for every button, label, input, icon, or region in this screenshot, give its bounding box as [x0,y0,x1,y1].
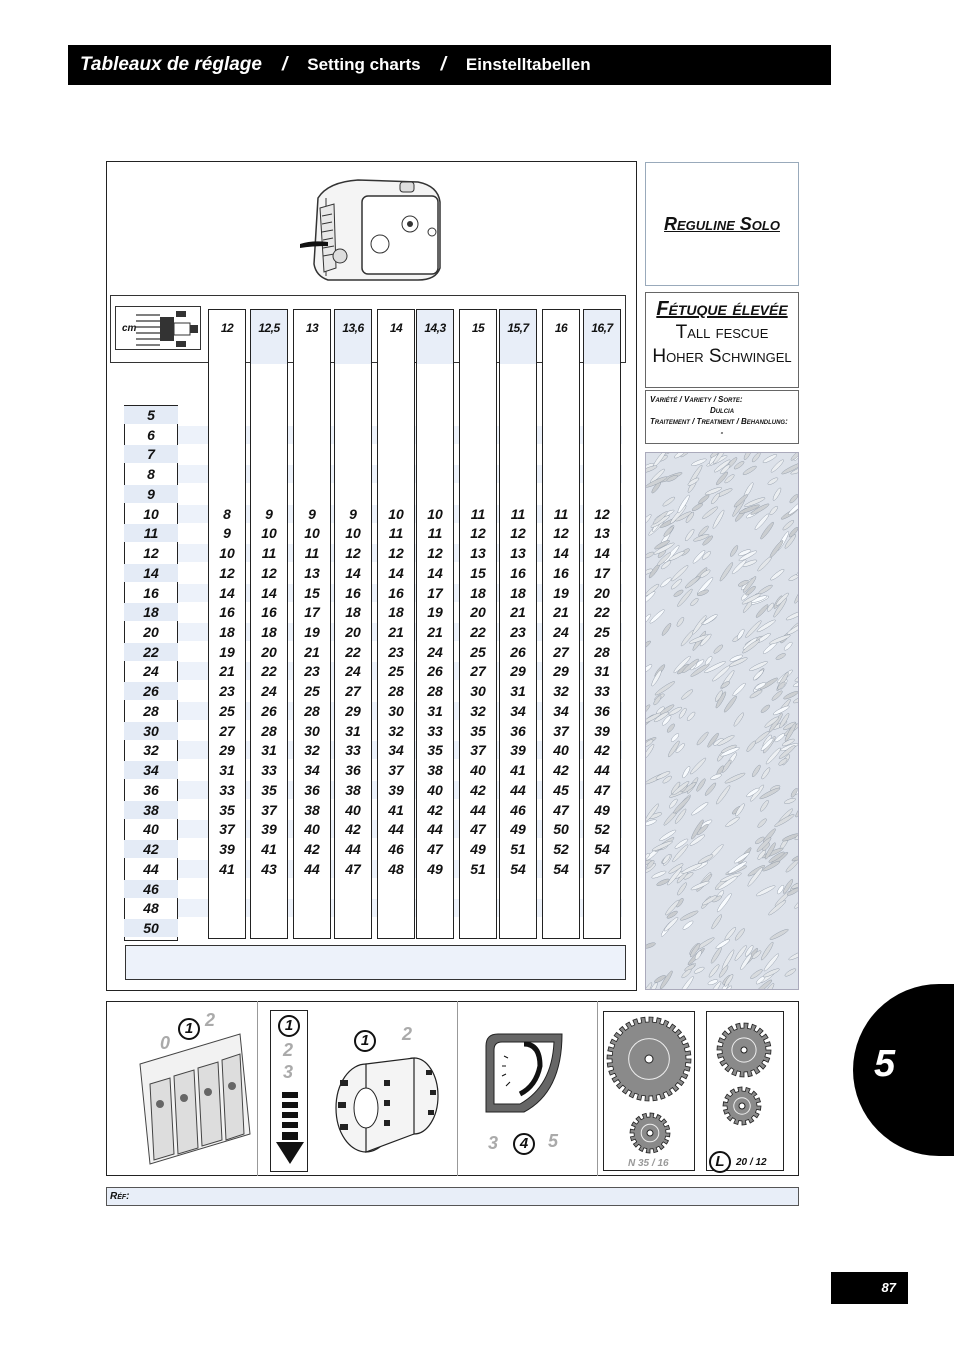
table-cell: 26 [261,702,277,719]
data-column [293,309,331,939]
table-cell: 11 [388,525,404,542]
table-cell: 14 [594,545,610,562]
table-cell: 21 [553,604,569,621]
table-cell: 44 [510,781,526,798]
table-cell: 20 [470,604,486,621]
table-cell: 25 [304,683,320,700]
table-cell: 12 [553,525,569,542]
column-header: 15,7 [507,321,529,335]
table-cell: 10 [219,545,235,562]
table-cell: 42 [470,781,486,798]
shutter-option: 0 [160,1033,171,1053]
table-cell: 47 [427,841,443,858]
table-cell: 34 [510,702,526,719]
table-cell: 19 [219,643,235,660]
rotor-illustration [330,1040,450,1160]
table-cell: 49 [427,860,443,877]
table-cell: 28 [427,683,443,700]
table-cell: 35 [219,801,235,818]
species-fr: Fétuque élevée [656,298,788,320]
row-label: 26 [124,682,178,700]
table-cell: 44 [304,860,320,877]
table-cell: 27 [553,643,569,660]
row-label: 32 [143,742,159,759]
row-label: 11 [124,524,178,542]
table-cell: 31 [510,683,526,700]
table-cell: 21 [510,604,526,621]
data-column [499,309,537,939]
row-label: 34 [124,761,178,779]
table-cell: 14 [553,545,569,562]
table-cell: 38 [345,781,361,798]
table-cell: 47 [553,801,569,818]
table-cell: 40 [553,742,569,759]
row-label: 24 [143,663,159,680]
table-cell: 42 [304,841,320,858]
table-cell: 39 [261,821,277,838]
column-header: 16,7 [591,321,613,335]
table-cell: 35 [261,781,277,798]
table-cell: 41 [261,841,277,858]
table-cell: 8 [223,505,231,522]
table-cell: 17 [594,564,610,581]
table-cell: 33 [219,781,235,798]
unit-label: cm [122,323,137,334]
table-cell: 32 [304,742,320,759]
data-column [208,309,246,939]
variety-label: Variété / Variety / Sorte: [650,395,743,404]
table-cell: 40 [470,762,486,779]
species-de: Hoher Schwingel [652,346,792,367]
table-cell: 9 [223,525,231,542]
agitator-option: 3 [488,1133,499,1153]
species-en: Tall fescue [675,322,769,343]
row-label: 8 [147,466,155,483]
table-cell: 12 [594,505,610,522]
table-cell: 22 [345,643,361,660]
table-cell: 44 [345,841,361,858]
table-cell: 9 [265,505,273,522]
row-label: 36 [143,781,159,798]
table-cell: 49 [594,801,610,818]
table-cell: 37 [388,762,404,779]
table-cell: 42 [345,821,361,838]
table-cell: 13 [470,545,486,562]
table-cell: 28 [261,722,277,739]
column-header: 12,5 [258,321,280,335]
table-cell: 54 [594,841,610,858]
row-label: 44 [143,860,159,877]
table-cell: 51 [470,860,486,877]
table-cell: 31 [219,762,235,779]
table-cell: 52 [553,841,569,858]
table-cell: 39 [510,742,526,759]
title-separator: / [281,54,288,75]
gearbox-l-badge: L [709,1151,731,1173]
table-cell: 13 [304,564,320,581]
table-cell: 37 [553,722,569,739]
table-cell: 31 [345,722,361,739]
table-cell: 49 [470,841,486,858]
table-cell: 25 [219,702,235,719]
table-cell: 14 [345,564,361,581]
gear-small-icon [722,1086,762,1126]
column-header: 13,6 [342,321,364,335]
table-cell: 36 [304,781,320,798]
title-en: Setting charts [307,55,421,74]
table-cell: 36 [510,722,526,739]
table-cell: 34 [553,702,569,719]
table-cell: 40 [427,781,443,798]
flap-option: 2 [283,1040,294,1060]
table-cell: 17 [427,584,443,601]
table-cell: 42 [594,742,610,759]
table-cell: 31 [261,742,277,759]
chapter-tab [853,984,954,1156]
agitator-option: 5 [548,1131,559,1151]
table-cell: 35 [427,742,443,759]
column-header: 13 [305,321,319,335]
row-label: 46 [124,880,178,898]
table-cell: 30 [470,683,486,700]
shutter-option: 2 [205,1010,216,1030]
page-header [68,45,831,85]
column-header: 14,3 [424,321,446,335]
treatment-label: Traitement / Treatment / Behandlung: [650,417,788,426]
shutter-illustration [130,1024,256,1174]
table-cell: 33 [345,742,361,759]
table-cell: 18 [261,624,277,641]
table-cell: 20 [594,584,610,601]
table-cell: 16 [219,604,235,621]
table-cell: 46 [388,841,404,858]
table-cell: 9 [308,505,316,522]
table-cell: 40 [345,801,361,818]
table-cell: 47 [594,781,610,798]
table-cell: 23 [388,643,404,660]
table-cell: 18 [219,624,235,641]
table-cell: 15 [304,584,320,601]
table-cell: 37 [470,742,486,759]
table-cell: 38 [304,801,320,818]
table-cell: 10 [261,525,277,542]
table-cell: 37 [219,821,235,838]
table-cell: 24 [427,643,443,660]
table-cell: 16 [388,584,404,601]
data-column [459,309,497,939]
table-cell: 11 [553,505,569,522]
table-cell: 25 [470,643,486,660]
table-cell: 44 [470,801,486,818]
tractor-spacing-icon [115,306,201,350]
table-cell: 12 [345,545,361,562]
table-cell: 23 [219,683,235,700]
rotor-selected: 1 [354,1030,376,1052]
table-cell: 31 [594,663,610,680]
flap-option: 3 [283,1062,294,1082]
table-cell: 19 [553,584,569,601]
row-label: 14 [124,564,178,582]
table-cell: 51 [510,841,526,858]
table-cell: 14 [219,584,235,601]
table-cell: 39 [388,781,404,798]
row-label: 38 [124,801,178,819]
shutter-selected: 1 [178,1018,200,1040]
table-cell: 44 [388,821,404,838]
row-label: 22 [124,643,178,661]
gear-large-icon [606,1016,692,1102]
row-label: 40 [143,821,159,838]
table-cell: 24 [345,663,361,680]
table-cell: 12 [510,525,526,542]
data-column [377,309,415,939]
species-box [645,292,799,388]
table-cell: 33 [261,762,277,779]
row-label: 9 [124,485,178,503]
table-cell: 25 [388,663,404,680]
table-cell: 28 [594,643,610,660]
table-cell: 41 [388,801,404,818]
table-cell: 20 [345,624,361,641]
row-label: 20 [143,624,159,641]
table-cell: 31 [427,702,443,719]
table-cell: 44 [427,821,443,838]
chapter-number: 5 [874,1043,896,1085]
table-cell: 22 [594,604,610,621]
column-header: 12 [220,321,234,335]
table-cell: 30 [304,722,320,739]
table-cell: 54 [553,860,569,877]
data-column [250,309,288,939]
table-cell: 12 [261,564,277,581]
table-footer-box [125,945,626,980]
column-header: 16 [554,321,568,335]
table-cell: 14 [427,564,443,581]
table-cell: 27 [470,663,486,680]
table-cell: 10 [345,525,361,542]
table-cell: 47 [470,821,486,838]
table-cell: 23 [510,624,526,641]
table-cell: 44 [594,762,610,779]
title-fr: Tableaux de réglage [80,54,262,75]
table-cell: 29 [510,663,526,680]
table-cell: 27 [219,722,235,739]
column-header: 15 [471,321,485,335]
table-cell: 22 [470,624,486,641]
table-cell: 41 [510,762,526,779]
table-cell: 16 [510,564,526,581]
table-cell: 24 [261,683,277,700]
table-cell: 11 [427,525,443,542]
table-cell: 46 [510,801,526,818]
table-cell: 11 [261,545,277,562]
table-cell: 29 [345,702,361,719]
table-cell: 41 [219,860,235,877]
table-cell: 18 [345,604,361,621]
table-cell: 10 [388,505,404,522]
flap-selected: 1 [278,1015,300,1037]
rotor-option: 2 [402,1024,413,1044]
gearbox-l-ratio: 20 / 12 [736,1157,767,1168]
table-cell: 34 [304,762,320,779]
treatment-value: - [720,428,724,437]
variety-box [645,390,799,444]
table-cell: 28 [304,702,320,719]
row-label: 28 [143,702,159,719]
row-label: 42 [124,840,178,858]
seed-photo [645,452,799,990]
table-cell: 38 [427,762,443,779]
table-cell: 39 [219,841,235,858]
row-label: 50 [124,919,178,937]
table-cell: 24 [553,624,569,641]
table-cell: 11 [510,505,526,522]
agitator-dial-illustration [484,1032,564,1114]
data-column [542,309,580,939]
gearbox-n-ratio: N 35 / 16 [628,1158,669,1169]
table-cell: 21 [219,663,235,680]
table-cell: 40 [304,821,320,838]
table-cell: 23 [304,663,320,680]
table-cell: 57 [594,860,610,877]
table-cell: 26 [427,663,443,680]
row-label: 5 [124,406,178,424]
table-cell: 10 [427,505,443,522]
table-cell: 19 [304,624,320,641]
table-cell: 12 [427,545,443,562]
table-cell: 21 [304,643,320,660]
table-cell: 9 [349,505,357,522]
table-cell: 26 [510,643,526,660]
gear-small-icon [629,1112,671,1154]
table-cell: 42 [427,801,443,818]
table-cell: 47 [345,860,361,877]
table-cell: 21 [427,624,443,641]
row-label: 48 [143,900,159,917]
table-cell: 33 [594,683,610,700]
table-cell: 12 [388,545,404,562]
reference-label: Réf: [110,1191,130,1202]
table-cell: 16 [345,584,361,601]
table-cell: 29 [553,663,569,680]
table-cell: 36 [594,702,610,719]
table-cell: 18 [510,584,526,601]
table-cell: 45 [553,781,569,798]
product-name: Reguline Solo [664,213,780,234]
table-cell: 50 [553,821,569,838]
table-cell: 49 [510,821,526,838]
table-cell: 15 [470,564,486,581]
reference-bar [106,1187,799,1206]
variety-value: Dulcia [709,406,735,415]
table-cell: 52 [594,821,610,838]
title-separator: / [440,54,446,75]
down-arrow-icon [275,1090,305,1168]
column-header: 14 [389,321,403,335]
table-cell: 43 [261,860,277,877]
row-label: 7 [124,445,178,463]
table-cell: 32 [388,722,404,739]
row-label: 10 [143,505,159,522]
row-label: 30 [124,722,178,740]
table-cell: 48 [388,860,404,877]
table-cell: 28 [388,683,404,700]
table-cell: 30 [388,702,404,719]
agitator-selected: 4 [513,1133,535,1155]
gear-medium-icon [716,1022,772,1078]
row-label: 18 [124,603,178,621]
table-cell: 54 [510,860,526,877]
table-cell: 36 [345,762,361,779]
table-cell: 13 [594,525,610,542]
page-number: 87 [831,1272,908,1304]
seed-drill-illustration [298,168,446,286]
data-column [334,309,372,939]
table-cell: 10 [304,525,320,542]
table-cell: 18 [470,584,486,601]
table-cell: 29 [219,742,235,759]
product-name-box [645,162,799,286]
table-cell: 11 [470,505,486,522]
table-cell: 18 [388,604,404,621]
table-cell: 22 [261,663,277,680]
title-de: Einstelltabellen [465,55,591,74]
table-cell: 42 [553,762,569,779]
table-cell: 35 [470,722,486,739]
table-cell: 27 [345,683,361,700]
table-cell: 12 [470,525,486,542]
table-cell: 33 [427,722,443,739]
table-cell: 25 [594,624,610,641]
table-cell: 13 [510,545,526,562]
table-cell: 32 [553,683,569,700]
data-column [416,309,454,939]
table-cell: 12 [219,564,235,581]
table-cell: 11 [304,545,320,562]
row-label: 12 [143,545,159,562]
table-cell: 14 [261,584,277,601]
row-label: 6 [147,426,155,443]
table-cell: 16 [261,604,277,621]
table-cell: 32 [470,702,486,719]
table-cell: 20 [261,643,277,660]
row-label: 16 [143,584,159,601]
table-cell: 17 [304,604,320,621]
table-cell: 34 [388,742,404,759]
table-cell: 39 [594,722,610,739]
data-column [583,309,621,939]
table-cell: 21 [388,624,404,641]
table-cell: 19 [427,604,443,621]
table-cell: 14 [388,564,404,581]
table-cell: 37 [261,801,277,818]
table-cell: 16 [553,564,569,581]
